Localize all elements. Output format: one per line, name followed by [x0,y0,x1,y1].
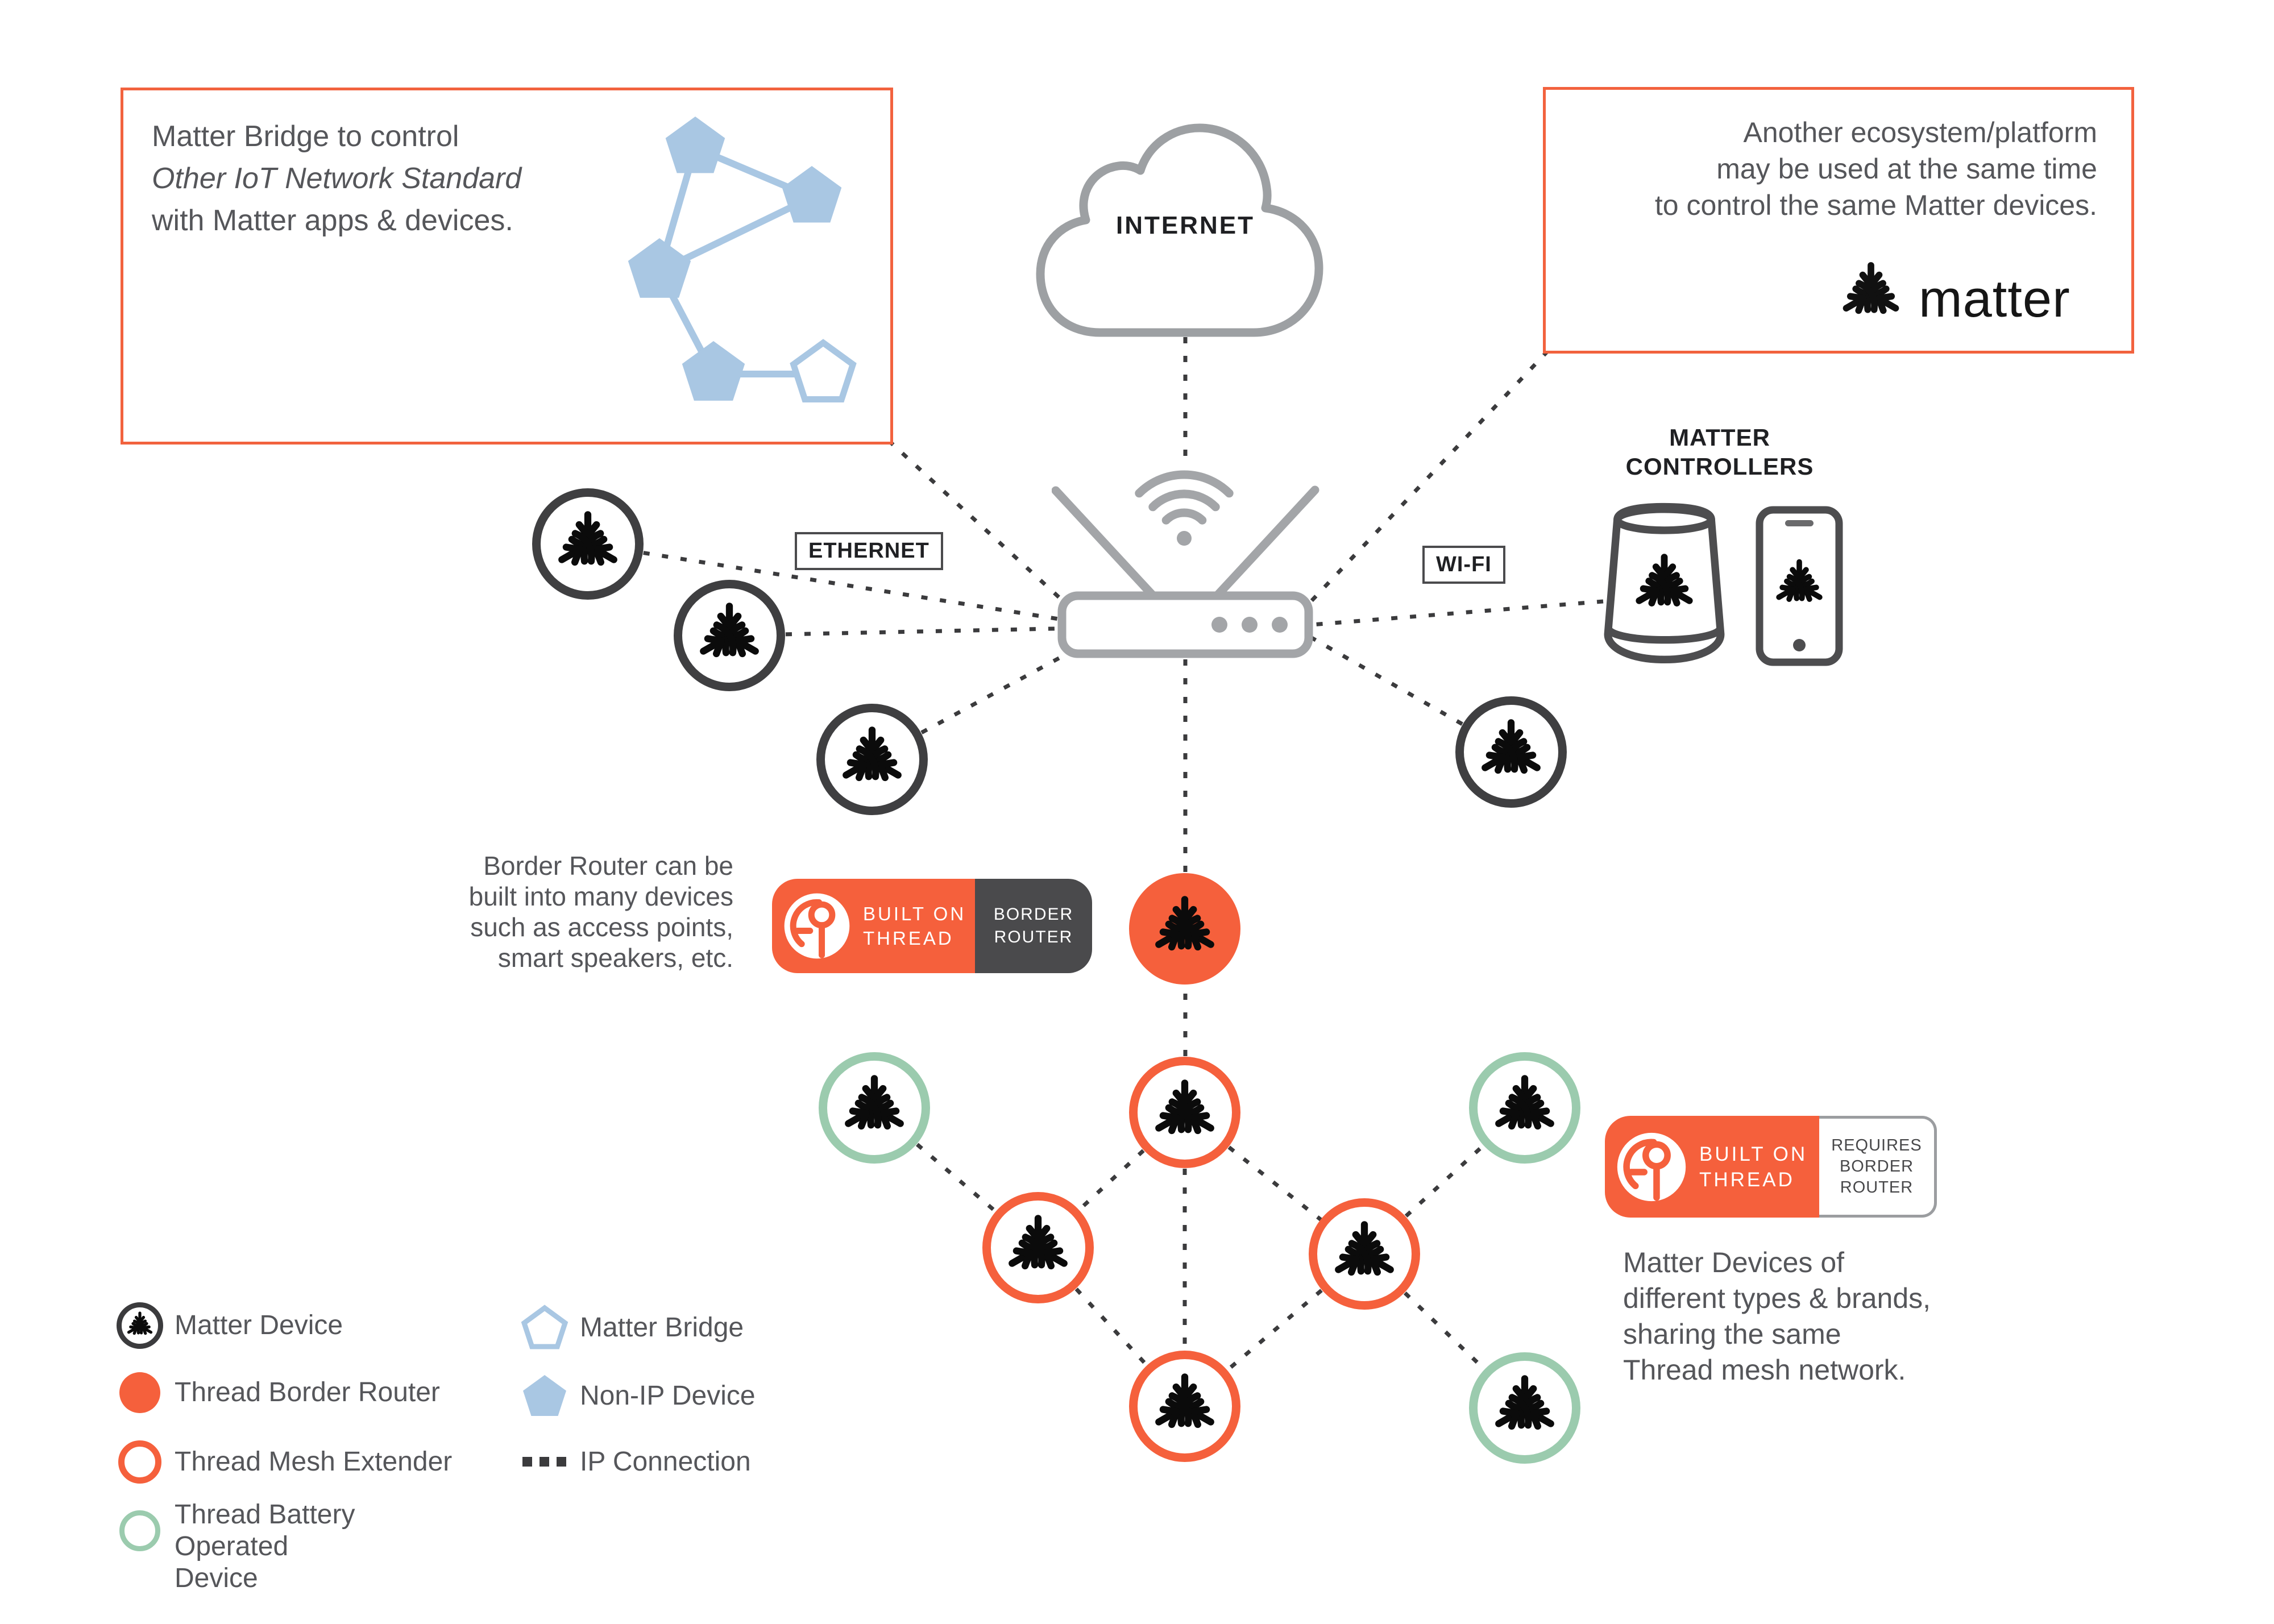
matter-logo-icon [1150,894,1219,963]
thread-border-router-node [1129,873,1240,985]
matter-device-legend-icon [117,1302,163,1349]
wifi-router-icon [1052,449,1325,665]
legend-thread-battery-device: Thread Battery Operated Device [175,1500,355,1593]
matter-logo-icon [1150,1078,1219,1147]
matter-bridge-callout [121,88,893,445]
thread-logo-icon [782,891,852,961]
matter-logo-icon [1150,1372,1219,1441]
matter-logo-icon [1490,1373,1559,1443]
ip-connection-legend-icon [522,1457,566,1467]
matter-logo-icon [837,725,907,794]
thread-battery-device-legend-icon [119,1510,160,1551]
thread-mesh-extender-legend-icon [118,1440,161,1484]
legend-ip-connection: IP Connection [580,1447,751,1477]
ecosystem-note: Another ecosystem/platform may be used at the same time to control the same Matter devices. [1654,117,2097,221]
built-on-thread-requires-border-router-badge: BUILT ON THREAD REQUIRES BORDER ROUTER [1605,1116,1937,1218]
legend-thread-border-router: Thread Border Router [175,1377,440,1407]
iot-network-graphic [123,90,890,442]
thread-battery-device-node [819,1052,930,1164]
smart-speaker-icon [1603,501,1725,666]
legend-matter-bridge: Matter Bridge [580,1313,744,1343]
matter-logo-icon [126,1311,154,1340]
matter-device-node [816,704,928,815]
matter-device-node [532,488,644,600]
matter-device-node [674,580,785,691]
matter-device-node [1455,696,1567,808]
requires-border-router-tag: REQUIRES BORDER ROUTER [1819,1116,1937,1218]
border-router-tag: BORDER ROUTER [975,879,1092,973]
legend-non-ip-device: Non-IP Device [580,1381,756,1411]
thread-mesh-extender-node [1129,1351,1240,1462]
matter-logo-icon [695,601,764,670]
mesh-note: Matter Devices of different types & brands, sharing the same Thread mesh network. [1623,1247,1931,1386]
matter-logo-icon [1490,1073,1559,1143]
border-router-note: Border Router can be built into many devices such as access points, smart speakers, etc. [468,851,733,973]
ecosystem-callout [1543,87,2134,354]
matter-controllers-title: MATTER CONTROLLERS [1625,424,1814,480]
legend-matter-device: Matter Device [175,1310,343,1340]
matter-logo-icon [1838,260,1904,326]
thread-battery-device-node [1469,1352,1580,1464]
thread-mesh-extender-node [1309,1198,1420,1310]
non-ip-device-legend-icon [520,1373,569,1419]
matter-logo-icon [840,1073,909,1143]
internet-label: INTERNET [1116,211,1255,239]
matter-wordmark: matter [1919,270,2070,328]
built-on-thread-border-router-badge: BUILT ON THREAD BORDER ROUTER [772,879,1092,973]
phone-icon [1754,504,1845,668]
thread-mesh-extender-node [982,1192,1094,1303]
thread-mesh-extender-node [1129,1057,1240,1168]
matter-bridge-pentagon [794,343,853,400]
ethernet-label: ETHERNET [795,532,943,570]
wifi-label: WI-FI [1422,546,1505,584]
matter-logo-icon [1330,1219,1399,1289]
matter-logo-icon [1476,717,1546,787]
matter-bridge-note: Matter Bridge to control Other IoT Network Standard with Matter apps & devices. [152,120,522,237]
matter-logo-icon [553,509,623,579]
matter-bridge-legend-icon [520,1305,569,1351]
thread-battery-device-node [1469,1052,1580,1164]
matter-logo-icon [1003,1213,1073,1282]
thread-logo-icon [1615,1131,1688,1203]
legend-thread-mesh-extender: Thread Mesh Extender [175,1447,453,1477]
thread-border-router-legend-icon [119,1372,160,1413]
